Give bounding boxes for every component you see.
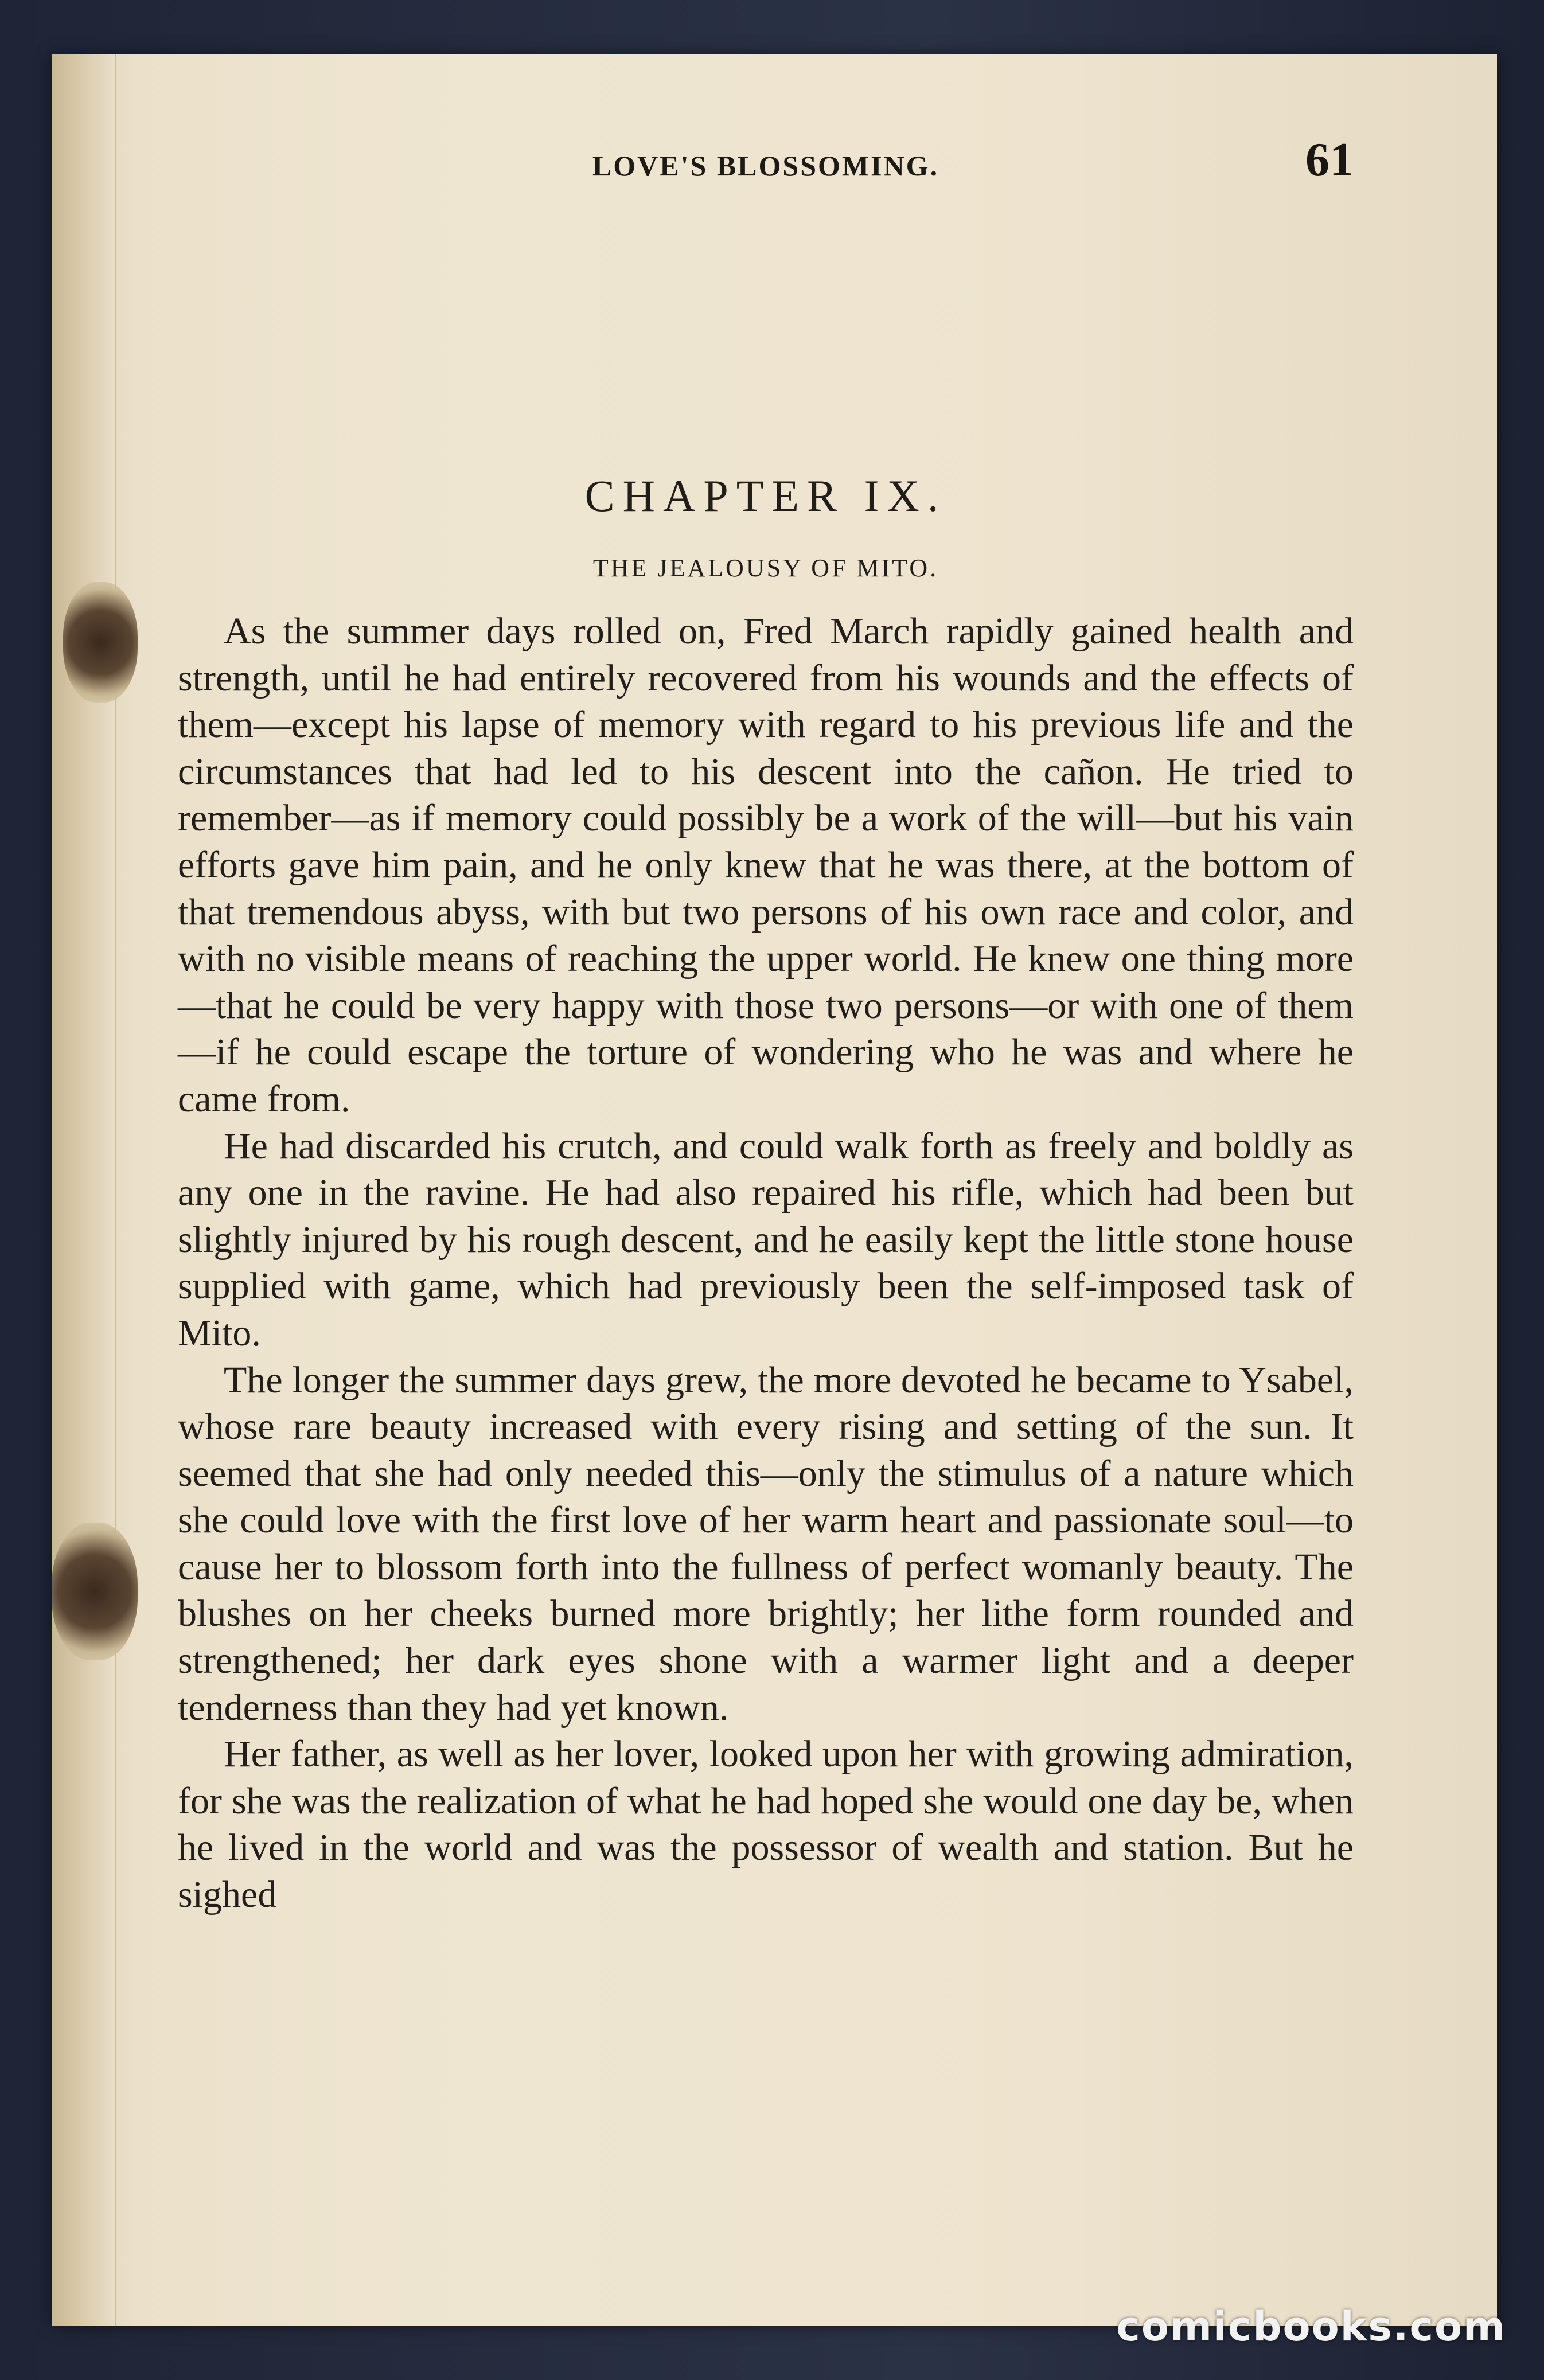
paragraph: The longer the summer days grew, the more devoted he became to Ysabel, whose rare beauty increased with every rising and setting of the sun. It seemed that she had only needed this—only the stimulus of a nature which she could love with the first love of her warm heart and passionate soul—to cause her to blossom forth into the fullness of perfect womanly beauty. The blushes on her cheeks burned more brightly; her lithe form rounded and strengthened; her dark eyes shone with a warmer light and a deeper tenderness than they had yet known. — [178, 1359, 1354, 1729]
site-watermark: comicbooks.com — [1116, 2303, 1506, 2350]
binding-damage-mark — [63, 582, 138, 703]
paragraph: Her father, as well as her lover, looked upon her with growing admiration, for she was the realization of what he had hoped she would one day be, when he lived in the world and was the possessor of wealth and station. But he sighed — [178, 1733, 1354, 1916]
page-header — [178, 132, 1354, 201]
page-number: 61 — [1305, 133, 1354, 186]
running-head: LOVE'S BLOSSOMING. — [592, 150, 939, 182]
binding-damage-mark — [52, 1523, 138, 1660]
chapter-subtitle: THE JEALOUSY OF MITO. — [592, 554, 939, 582]
paragraph: He had discarded his crutch, and could walk forth as freely and boldly as any one in the ravine. He had also repaired his rifle, which had been but slightly injured by his rough descent, and he easily kept the little stone house supplied with game, which had previously been the self-imposed task of Mito. — [178, 1125, 1354, 1354]
chapter-title: CHAPTER IX. — [584, 471, 947, 521]
chapter-body — [178, 608, 1354, 1918]
page-gutter — [52, 54, 116, 2326]
paragraph: As the summer days rolled on, Fred March rapidly gained health and strength, until he had entirely recovered from his wounds and the effects of them—except his lapse of memory with regard to his previous life and the circumstances that had led to his descent into the cañon. He tried to remember—as if memory could possibly be a work of the will—but his vain efforts gave him pain, and he only knew that he was there, at the bottom of that tremendous abyss, with but two persons of his own race and color, and with no visible means of reaching the upper world. He knew one thing more—that he could be very happy with those two persons—or with one of them—if he could escape the torture of wondering who he was and where he came from. — [178, 610, 1354, 1120]
